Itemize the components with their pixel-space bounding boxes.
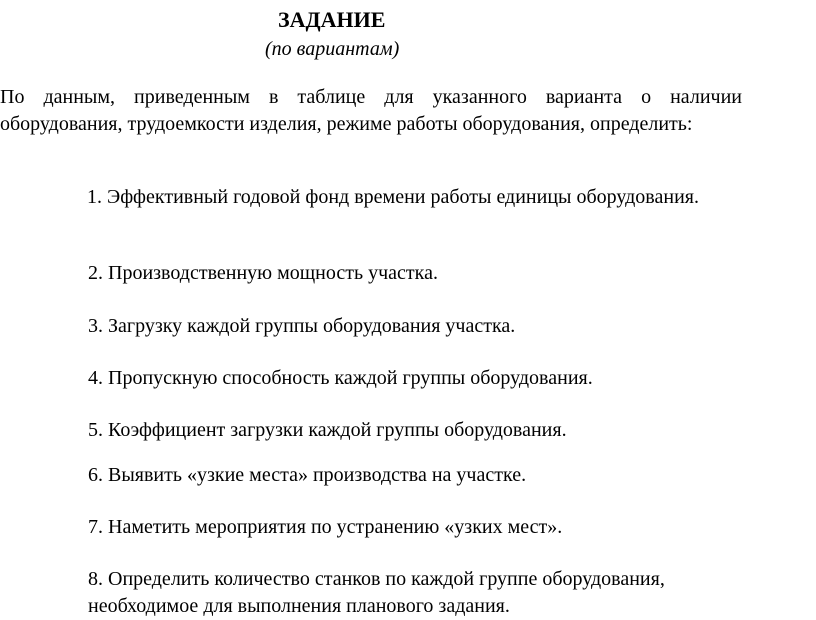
task-item-8: [88, 566, 768, 620]
task-item-1: [32, 184, 742, 211]
task-item-1-number: 1.: [87, 186, 102, 208]
task-item-8-text: Определить количество станков по каждой группе оборудования, необходимое для выполнения планового задания.: [88, 568, 665, 617]
task-item-5: [88, 417, 768, 444]
task-item-8-number: 8.: [88, 568, 103, 590]
task-item-2: [88, 260, 768, 287]
task-item-5-text: Коэффициент загрузки каждой группы оборудования.: [108, 419, 567, 441]
task-item-2-number: 2.: [88, 262, 103, 284]
task-item-4-number: 4.: [88, 367, 103, 389]
intro-paragraph: По данным, приведенным в таблице для указанного варианта о наличии оборудования, трудоемкости изделия, режиме работы оборудования, определить:: [0, 86, 742, 135]
task-item-5-number: 5.: [88, 419, 103, 441]
task-item-6-text: Выявить «узкие места» производства на участке.: [108, 464, 527, 486]
task-item-7-number: 7.: [88, 516, 103, 538]
task-item-4: [88, 365, 768, 392]
task-item-7-text: Наметить мероприятия по устранению «узких мест».: [108, 516, 563, 538]
task-item-6: [88, 462, 768, 489]
task-item-3: [88, 313, 768, 340]
task-item-7: [88, 514, 768, 541]
task-item-6-number: 6.: [88, 464, 103, 486]
task-item-4-text: Пропускную способность каждой группы оборудования.: [108, 367, 593, 389]
task-item-2-text: Производственную мощность участка.: [108, 262, 438, 284]
document-title: ЗАДАНИЕ: [278, 7, 386, 32]
task-item-3-text: Загрузку каждой группы оборудования участка.: [108, 315, 516, 337]
document-subtitle: (по вариантам): [265, 38, 400, 60]
task-item-3-number: 3.: [88, 315, 103, 337]
task-item-1-text: Эффективный годовой фонд времени работы единицы оборудования.: [107, 186, 699, 208]
